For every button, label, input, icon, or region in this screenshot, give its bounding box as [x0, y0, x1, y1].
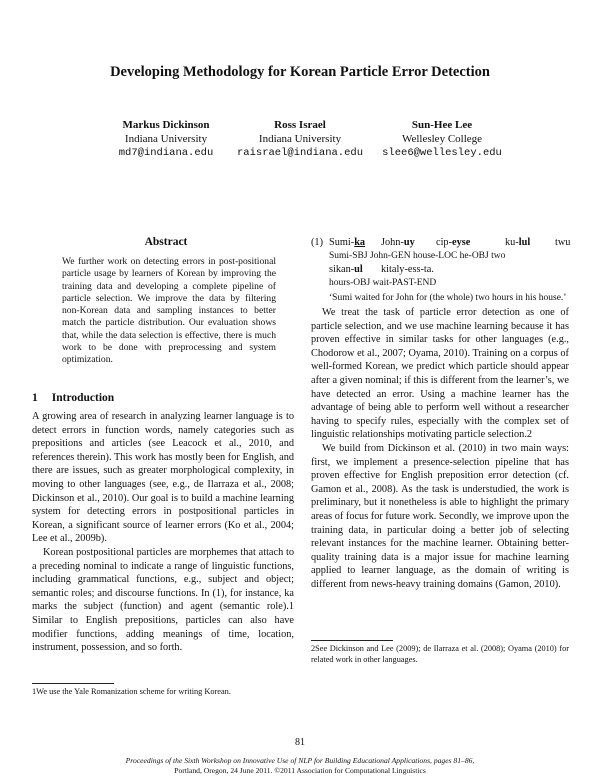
linguistic-example [311, 236, 569, 305]
section-title: Introduction [51, 392, 115, 404]
example-word: Sumi- [329, 237, 355, 248]
footer-line: Portland, Oregon, 24 June 2011. ©2011 Association for Computational Linguistics [174, 765, 426, 775]
example-particle: ul [354, 264, 363, 276]
example-particle: eyse [452, 237, 471, 248]
page-number: 81 [295, 737, 305, 748]
author-name: Ross Israel [274, 119, 326, 131]
gloss-word: hours- [329, 277, 354, 288]
paper-title: Developing Methodology for Korean Particle Error Detection [110, 64, 490, 80]
example-word: cip- [436, 237, 453, 248]
example-word: twu [555, 237, 571, 248]
footnote-rule [311, 640, 393, 641]
example-word: kitaly-ess-ta. [381, 264, 434, 276]
gloss-word: house- [410, 250, 439, 261]
right-column-body [311, 306, 569, 591]
gloss-tag: SBJ [352, 250, 368, 261]
example-word: John- [381, 237, 404, 248]
gloss-tag: LOC [438, 250, 458, 261]
example-particle: uy [403, 237, 415, 248]
example-word: sikan- [329, 264, 355, 276]
gloss-tag: OBJ [353, 277, 371, 288]
author-block-3 [342, 118, 542, 160]
example-particle: lul [518, 237, 531, 248]
footnote-rule [32, 683, 114, 684]
gloss-tag: OBJ [471, 250, 489, 261]
left-column-body [32, 410, 294, 655]
author-name: Markus Dickinson [122, 119, 210, 131]
example-particle: ka [354, 237, 366, 248]
footer-line: Proceedings of the Sixth Workshop on Innovative Use of NLP for Building Educational Applications, pages 81–86, [125, 756, 475, 765]
author-name: Sun-Hee Lee [411, 119, 473, 131]
footnote-2: 2See Dickinson and Lee (2009); de Ilarraza et al. (2008); Oyama (2010) for related work in other languages. [311, 644, 569, 664]
paragraph: We treat the task of particle error detection as one of particle selection, and we use machine learning because it has proven effective in similar tasks for other languages (e.g., Chodorow et al., 2007; Oyama, 2010). Training on a corpus of well-formed Korean, we predict which particle should appear after a given nominal; if this is different from the learner’s, we have detected an error. Using a machine learner has the advantage of being able to perform well without a researcher having to specify rules, especially with the complex set of linguistic relationships motivating particle selection.2 [311, 307, 569, 441]
gloss-tag: PAST-END [392, 277, 437, 288]
author-email: raisrael@indiana.edu [236, 147, 364, 159]
example-word: ku- [505, 237, 519, 248]
paragraph: We build from Dickinson et al. (2010) in two main ways: first, we implement a presence-selection pipeline that has proven effective for English preposition error detection (cf. Gamon et al., 2008). As the task is understudied, the work is preliminary, but it nonetheless is able to highlight the primary areas of focus for future work. Secondly, we improve upon the training data, in particular doing a better job of selecting relevant instances for the machine learner. Obtaining better-quality training data is a major issue for machine learning applied to learner language, as the domain of writing is different from news-heavy training domains (Gamon, 2010). [311, 442, 569, 590]
gloss-word: he- [457, 250, 472, 261]
proceedings-footer [0, 756, 600, 775]
section-heading [32, 392, 128, 404]
author-affiliation: Indiana University [124, 133, 208, 145]
gloss-tag: GEN [391, 250, 411, 261]
example-line [311, 263, 569, 277]
gloss-word: two [488, 250, 506, 261]
gloss-word: wait- [370, 277, 393, 288]
author-affiliation: Wellesley College [401, 133, 483, 145]
gloss-word: John- [367, 250, 392, 261]
author-email: md7@indiana.edu [118, 147, 214, 159]
example-gloss [311, 277, 569, 291]
paragraph: A growing area of research in analyzing learner language is to detect errors in function words, namely categories such as prepositions and articles (see Leacock et al., 2010, and references therein). This work has mostly been for English, and there are issues, such as greater morphological complexity, in moving to other languages (see, e.g., de Ilarraza et al., 2008; Dickinson et al., 2010). Our goal is to build a machine learning system for detecting errors in postpositional particles in Korean, a significant source of learner errors (Ko et al., 2004; Lee et al., 2009b). [32, 411, 294, 545]
example-line [311, 236, 569, 250]
example-gloss [311, 250, 569, 264]
author-affiliation: Indiana University [258, 133, 342, 145]
example-number: (1) [311, 237, 324, 248]
gloss-word: Sumi- [329, 250, 353, 261]
footnote-1: 1We use the Yale Romanization scheme for writing Korean. [32, 687, 231, 696]
example-translation: ‘Sumi waited for John for (the whole) two hours in his house.’ [329, 293, 567, 304]
author-email: slee6@wellesley.edu [382, 147, 502, 159]
paragraph: Korean postpositional particles are morphemes that attach to a preceding nominal to indicate a range of linguistic functions, including grammatical functions, e.g., subject and object; semantic roles; and discourse functions. In (1), for instance, ka marks the subject (function) and agent (semantic role).1 Similar to English prepositions, particles can also have modifier functions, adding meanings of time, location, instrument, possession, and so forth. [32, 546, 294, 654]
abstract-text: We further work on detecting errors in post-positional particle usage by learners of Korean by improving the training data and developing a complete pipeline of particle selection. We improve the data by filtering non-Korean data and sampling instances to better match the particle distribution. Our evaluation shows that, while the data selection is effective, there is much work to be done with preprocessing and system optimization. [62, 256, 276, 366]
abstract-heading: Abstract [144, 236, 188, 248]
section-number: 1 [32, 392, 38, 404]
